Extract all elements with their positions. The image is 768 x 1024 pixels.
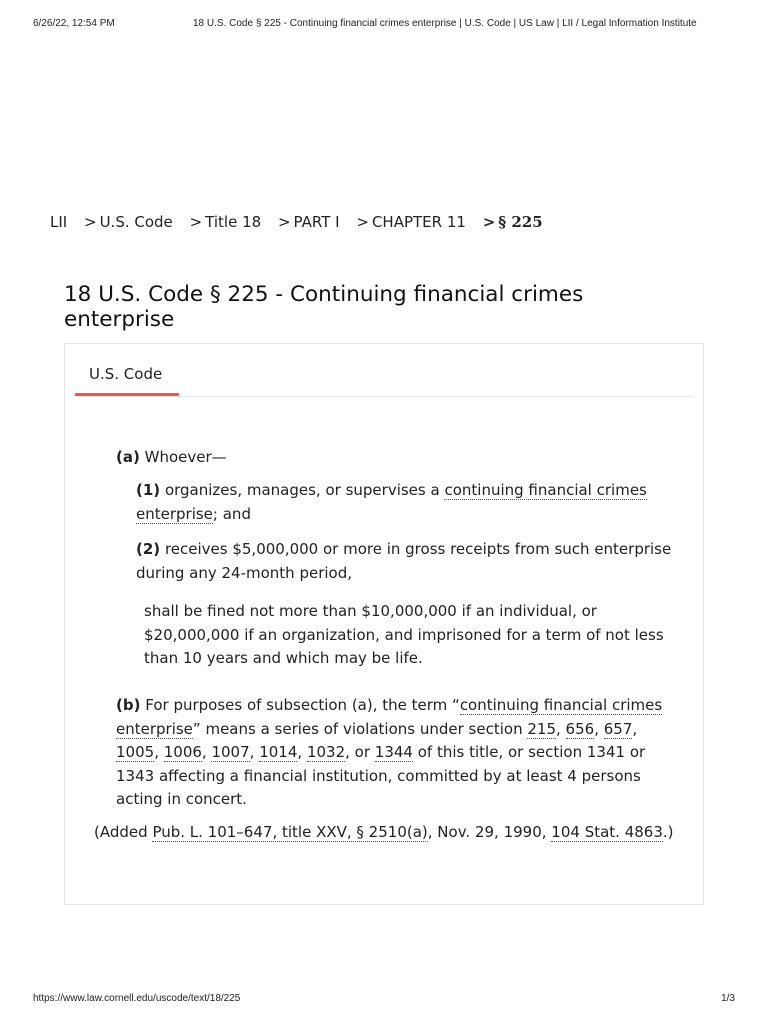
- section-link-1005[interactable]: 1005: [116, 743, 155, 761]
- breadcrumb-separator: >: [482, 213, 496, 231]
- breadcrumb-separator: >: [189, 213, 203, 231]
- breadcrumb-part-i[interactable]: PART I: [293, 213, 340, 231]
- print-header: [33, 18, 735, 29]
- section-link-1006[interactable]: 1006: [163, 743, 202, 761]
- source-credit-prefix: (Added: [94, 823, 148, 841]
- definition-link-term[interactable]: continuing financial crimes enterprise: [116, 696, 663, 738]
- section-link-1014[interactable]: 1014: [259, 743, 298, 761]
- breadcrumb-lii[interactable]: LII: [50, 213, 68, 231]
- definition-link-continuing-financial-crimes-enterprise[interactable]: continuing financial crimes enterprise: [136, 481, 647, 523]
- print-url: https://www.law.cornell.edu/uscode/text/18/225: [33, 993, 241, 1004]
- statutes-at-large-link[interactable]: 104 Stat. 4863: [551, 823, 663, 841]
- paragraph-a1-label: (1): [136, 481, 161, 499]
- breadcrumb-chapter-11[interactable]: CHAPTER 11: [371, 213, 466, 231]
- subsection-a: [116, 446, 676, 470]
- subsection-b-label: (b): [116, 696, 141, 714]
- section-link-1007[interactable]: 1007: [211, 743, 250, 761]
- subsection-b: (b) For purposes of subsection (a), the term “continuing financial crimes enterprise” means a series of violations under section 215, 656, 657, 1005, 1006, 1007, 1014, 1032, or 1344 of this title, or section 1341 or 1343 affecting a financial institution, committed by at least 4 persons acting in concert.: [116, 696, 663, 808]
- subsection-a-text: Whoever—: [144, 448, 227, 466]
- tab-us-code[interactable]: U.S. Code: [75, 344, 179, 396]
- breadcrumb-separator: >: [277, 213, 291, 231]
- paragraph-a1: [136, 479, 676, 526]
- breadcrumb-us-code[interactable]: U.S. Code: [99, 213, 173, 231]
- section-link-215[interactable]: 215: [527, 719, 556, 738]
- breadcrumb: [50, 213, 543, 231]
- subsection-a-label: (a): [116, 448, 140, 466]
- breadcrumb-title-18[interactable]: Title 18: [205, 213, 262, 231]
- section-link-656[interactable]: 656: [565, 719, 595, 738]
- paragraph-a2-text: receives $5,000,000 or more in gross receipts from such enterprise during any 24-month period,: [136, 540, 672, 582]
- page-title: 18 U.S. Code § 225 - Continuing financial crimes enterprise: [64, 282, 584, 332]
- paragraph-a1-text: organizes, manages, or supervises a: [164, 481, 440, 499]
- section-link-1344[interactable]: 1344: [374, 743, 413, 761]
- source-credit-suffix: .): [662, 823, 674, 841]
- print-date: 6/26/22, 12:54 PM: [33, 18, 115, 29]
- paragraph-a2-label: (2): [136, 540, 161, 558]
- public-law-link[interactable]: Pub. L. 101–647, title XXV, § 2510(a): [152, 823, 428, 841]
- section-link-657[interactable]: 657: [603, 719, 633, 738]
- print-footer: [33, 993, 735, 1004]
- subsection-b-text-mid: ” means a series of violations under section: [192, 719, 523, 738]
- source-credit-note: [94, 821, 674, 845]
- breadcrumb-separator: >: [356, 213, 369, 231]
- section-link-1032[interactable]: 1032: [306, 743, 346, 761]
- paragraph-a2: [136, 538, 676, 585]
- penalty-clause: shall be fined not more than $10,000,000 if an individual, or $20,000,000 if an organization, and imprisoned for a term of not less than 10 years and which may be life.: [144, 602, 664, 667]
- print-page-number: 1/3: [721, 993, 735, 1004]
- breadcrumb-separator: >: [84, 213, 97, 231]
- print-page-title: 18 U.S. Code § 225 - Continuing financial crimes enterprise | U.S. Code | US Law | LII / Legal Information Institute: [193, 18, 697, 29]
- breadcrumb-current-section: § 225: [498, 213, 543, 231]
- subsection-b-text: For purposes of subsection (a), the term “: [145, 696, 460, 714]
- statute-panel: [64, 343, 704, 905]
- source-credit-date: , Nov. 29, 1990,: [427, 823, 547, 841]
- tab-bar: [75, 344, 693, 397]
- paragraph-a1-text-end: ; and: [212, 504, 251, 523]
- subsection-b-text-end: of this title, or section 1341 or 1343 affecting a financial institution, committed by at least 4 persons acting in concert.: [116, 743, 646, 808]
